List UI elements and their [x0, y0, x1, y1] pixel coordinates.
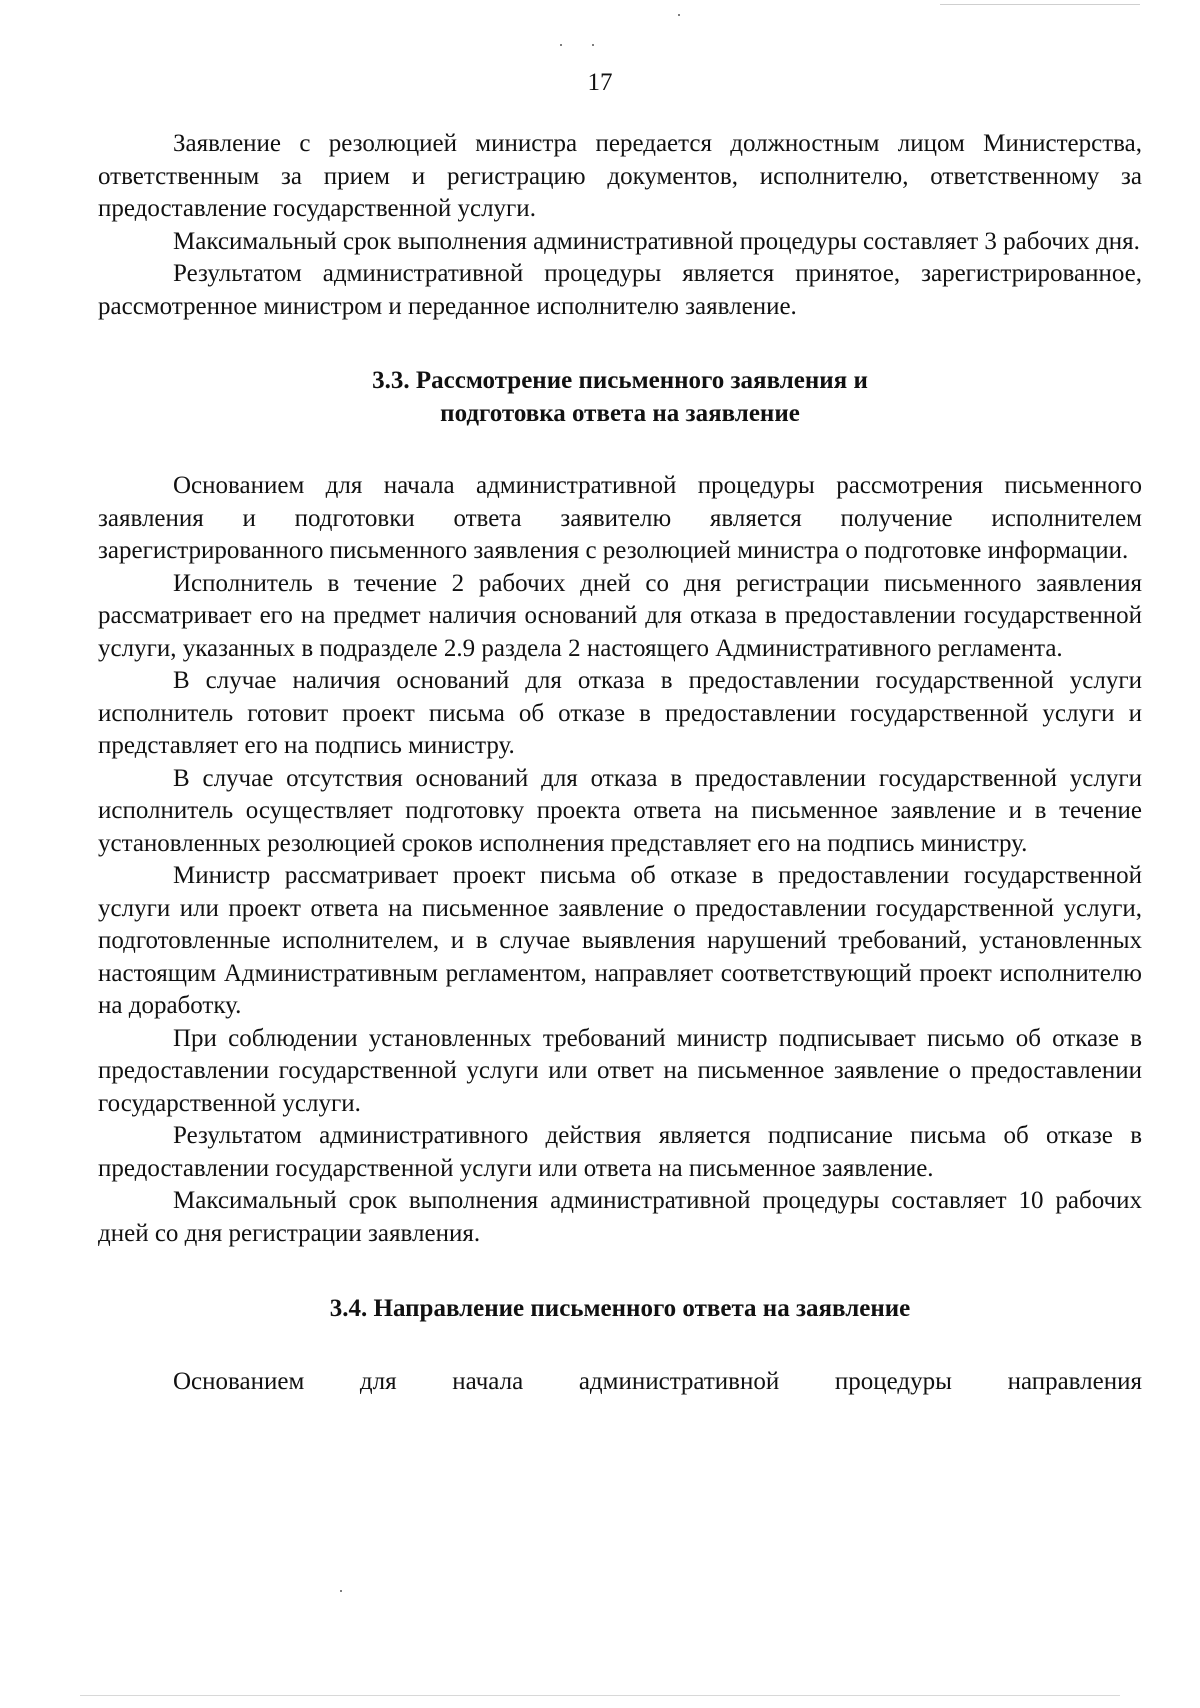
section-heading-line: 3.3. Рассмотрение письменного заявления и — [372, 367, 868, 394]
paragraph: Результатом административного действия является подписание письма об отказе в предоставлении государственной услуги или ответа на письменное заявление. — [98, 1122, 1142, 1182]
paragraph: Результатом административной процедуры является принятое, зарегистрированное, рассмотренное министром и переданное исполнителю заявление. — [98, 260, 1142, 320]
paragraph: Исполнитель в течение 2 рабочих дней со дня регистрации письменного заявления рассматривает его на предмет наличия оснований для отказа в предоставлении государственной услуги, указанных в подразделе 2.9 раздела 2 настоящего Административного регламента. — [98, 569, 1142, 662]
paragraph: Максимальный срок выполнения административной процедуры составляет 10 рабочих дней со дня регистрации заявления. — [98, 1187, 1142, 1247]
paragraph: Основанием для начала административной процедуры рассмотрения письменного заявления и подготовки ответа заявителю является получение исполнителем зарегистрированного письменного заявления с резолюцией министра о подготовке информации. — [98, 472, 1142, 564]
paragraph: В случае наличия оснований для отказа в предоставлении государственной услуги исполнитель готовит проект письма об отказе в предоставлении государственной услуги и представляет его на подпись министру. — [98, 667, 1142, 759]
paragraph: Заявление с резолюцией министра передается должностным лицом Министерства, ответственным за прием и регистрацию документов, исполнителю, ответственному за предоставление государственной услуги. — [98, 130, 1142, 222]
scan-speck — [678, 14, 680, 16]
paragraph: Министр рассматривает проект письма об отказе в предоставлении государственной услуги или проект ответа на письменное заявление о предоставлении государственной услуги, подготовленные исполнителем, и в случае выявления нарушений требований, установленных настоящим Административным регламентом, направляет соответствующий проект исполнителю на доработку. — [98, 862, 1142, 1019]
scan-speck — [340, 1590, 342, 1592]
scan-speck — [560, 44, 562, 46]
paragraph: Максимальный срок выполнения административной процедуры составляет 3 рабочих дня. — [173, 227, 1140, 255]
paragraph: В случае отсутствия оснований для отказа в предоставлении государственной услуги исполнитель осуществляет подготовку проекта ответа на письменное заявление и в течение установленных резолюцией сроков исполнения представляет его на подпись министру. — [98, 764, 1142, 857]
scan-speck — [592, 44, 594, 46]
page-number: 17 — [587, 69, 613, 96]
section-heading-line: подготовка ответа на заявление — [440, 399, 800, 427]
scan-artifact-bottom — [80, 1695, 1120, 1696]
section-heading-3-4: 3.4. Направление письменного ответа на заявление — [329, 1295, 911, 1322]
section-heading-3-3 — [98, 365, 1142, 430]
paragraph: При соблюдении установленных требований министр подписывает письмо об отказе в предоставлении государственной услуги или ответ на письменное заявление о предоставлении государственной услуги. — [98, 1024, 1142, 1117]
scan-artifact-top — [940, 4, 1140, 5]
document-body — [98, 128, 1142, 1398]
paragraph: Основанием для начала административной процедуры направления — [173, 1367, 1142, 1395]
